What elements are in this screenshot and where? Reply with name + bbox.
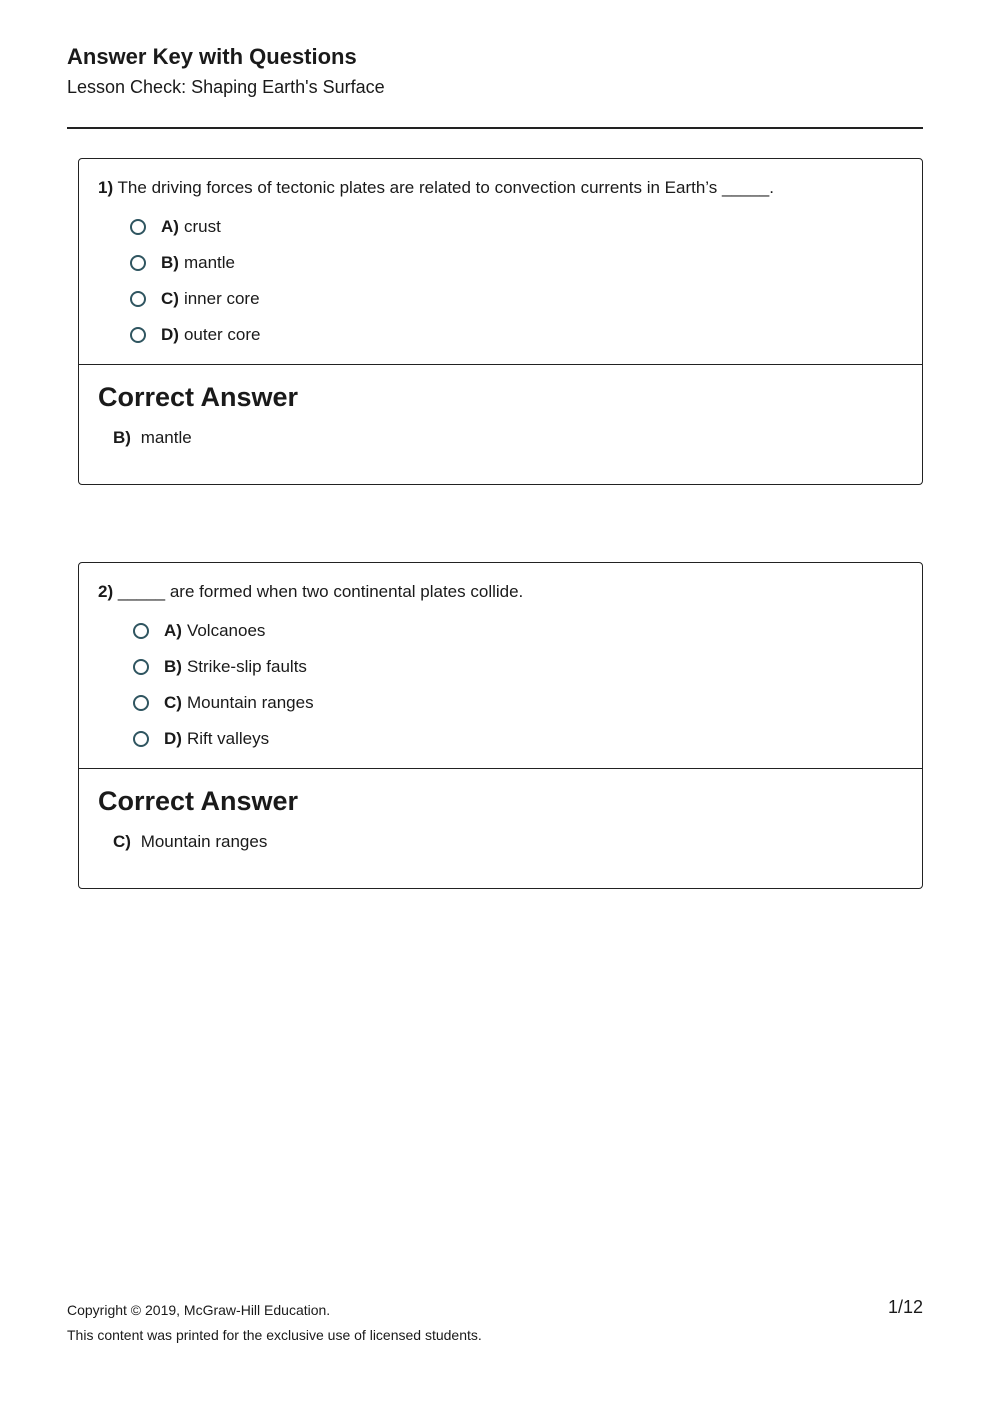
answer-options	[98, 209, 903, 353]
radio-button-icon[interactable]	[133, 695, 149, 711]
option-letter: C)	[164, 693, 182, 712]
option-text: Rift valleys	[186, 729, 270, 748]
radio-button-icon[interactable]	[130, 327, 146, 343]
radio-button-icon[interactable]	[130, 219, 146, 235]
option-c[interactable]	[98, 685, 903, 721]
question-number: 2)	[98, 582, 114, 601]
option-letter: B)	[164, 657, 182, 676]
option-a[interactable]	[98, 209, 903, 245]
document-header	[67, 42, 923, 100]
copyright-notice: Copyright © 2019, McGraw-Hill Education.	[67, 1302, 331, 1318]
option-b[interactable]	[98, 649, 903, 685]
radio-button-icon[interactable]	[133, 659, 149, 675]
question-card-2	[78, 562, 923, 889]
question-text: _____ are formed when two continental plates collide.	[117, 582, 524, 601]
option-text: crust	[183, 217, 221, 236]
question-body	[79, 159, 922, 364]
question-stem	[98, 579, 903, 605]
option-text: Volcanoes	[186, 621, 266, 640]
license-notice: This content was printed for the exclusive use of licensed students.	[67, 1327, 482, 1343]
question-card-1	[78, 158, 923, 485]
correct-answer-heading: Correct Answer	[98, 786, 299, 816]
correct-answer-value	[113, 425, 903, 451]
option-letter: D)	[164, 729, 182, 748]
option-letter: A)	[161, 217, 179, 236]
correct-answer-section	[79, 768, 922, 888]
page-number: 1/12	[887, 1297, 923, 1317]
question-text: The driving forces of tectonic plates are related to convection currents in Earth’s _____.	[117, 178, 774, 197]
option-text: inner core	[183, 289, 260, 308]
correct-answer-section	[79, 364, 922, 484]
radio-button-icon[interactable]	[130, 291, 146, 307]
page-footer	[67, 1298, 923, 1348]
option-c[interactable]	[98, 281, 903, 317]
correct-answer-heading: Correct Answer	[98, 382, 299, 412]
header-divider	[67, 127, 923, 129]
answer-text: Mountain ranges	[140, 832, 268, 851]
option-b[interactable]	[98, 245, 903, 281]
correct-answer-value	[113, 829, 903, 855]
radio-button-icon[interactable]	[130, 255, 146, 271]
option-text: Mountain ranges	[186, 693, 314, 712]
option-text: Strike-slip faults	[186, 657, 307, 676]
option-text: outer core	[183, 325, 261, 344]
answer-options	[98, 613, 903, 757]
option-letter: A)	[164, 621, 182, 640]
question-body	[79, 563, 922, 768]
option-letter: C)	[161, 289, 179, 308]
question-stem	[98, 175, 903, 201]
option-a[interactable]	[98, 613, 903, 649]
option-letter: D)	[161, 325, 179, 344]
answer-letter: B)	[113, 428, 131, 447]
option-text: mantle	[183, 253, 235, 272]
answer-text: mantle	[140, 428, 192, 447]
option-letter: B)	[161, 253, 179, 272]
option-d[interactable]	[98, 721, 903, 757]
question-number: 1)	[98, 178, 114, 197]
option-d[interactable]	[98, 317, 903, 353]
answer-letter: C)	[113, 832, 131, 851]
radio-button-icon[interactable]	[133, 623, 149, 639]
radio-button-icon[interactable]	[133, 731, 149, 747]
lesson-subtitle: Lesson Check: Shaping Earth's Surface	[67, 77, 385, 97]
document-title: Answer Key with Questions	[67, 44, 357, 69]
